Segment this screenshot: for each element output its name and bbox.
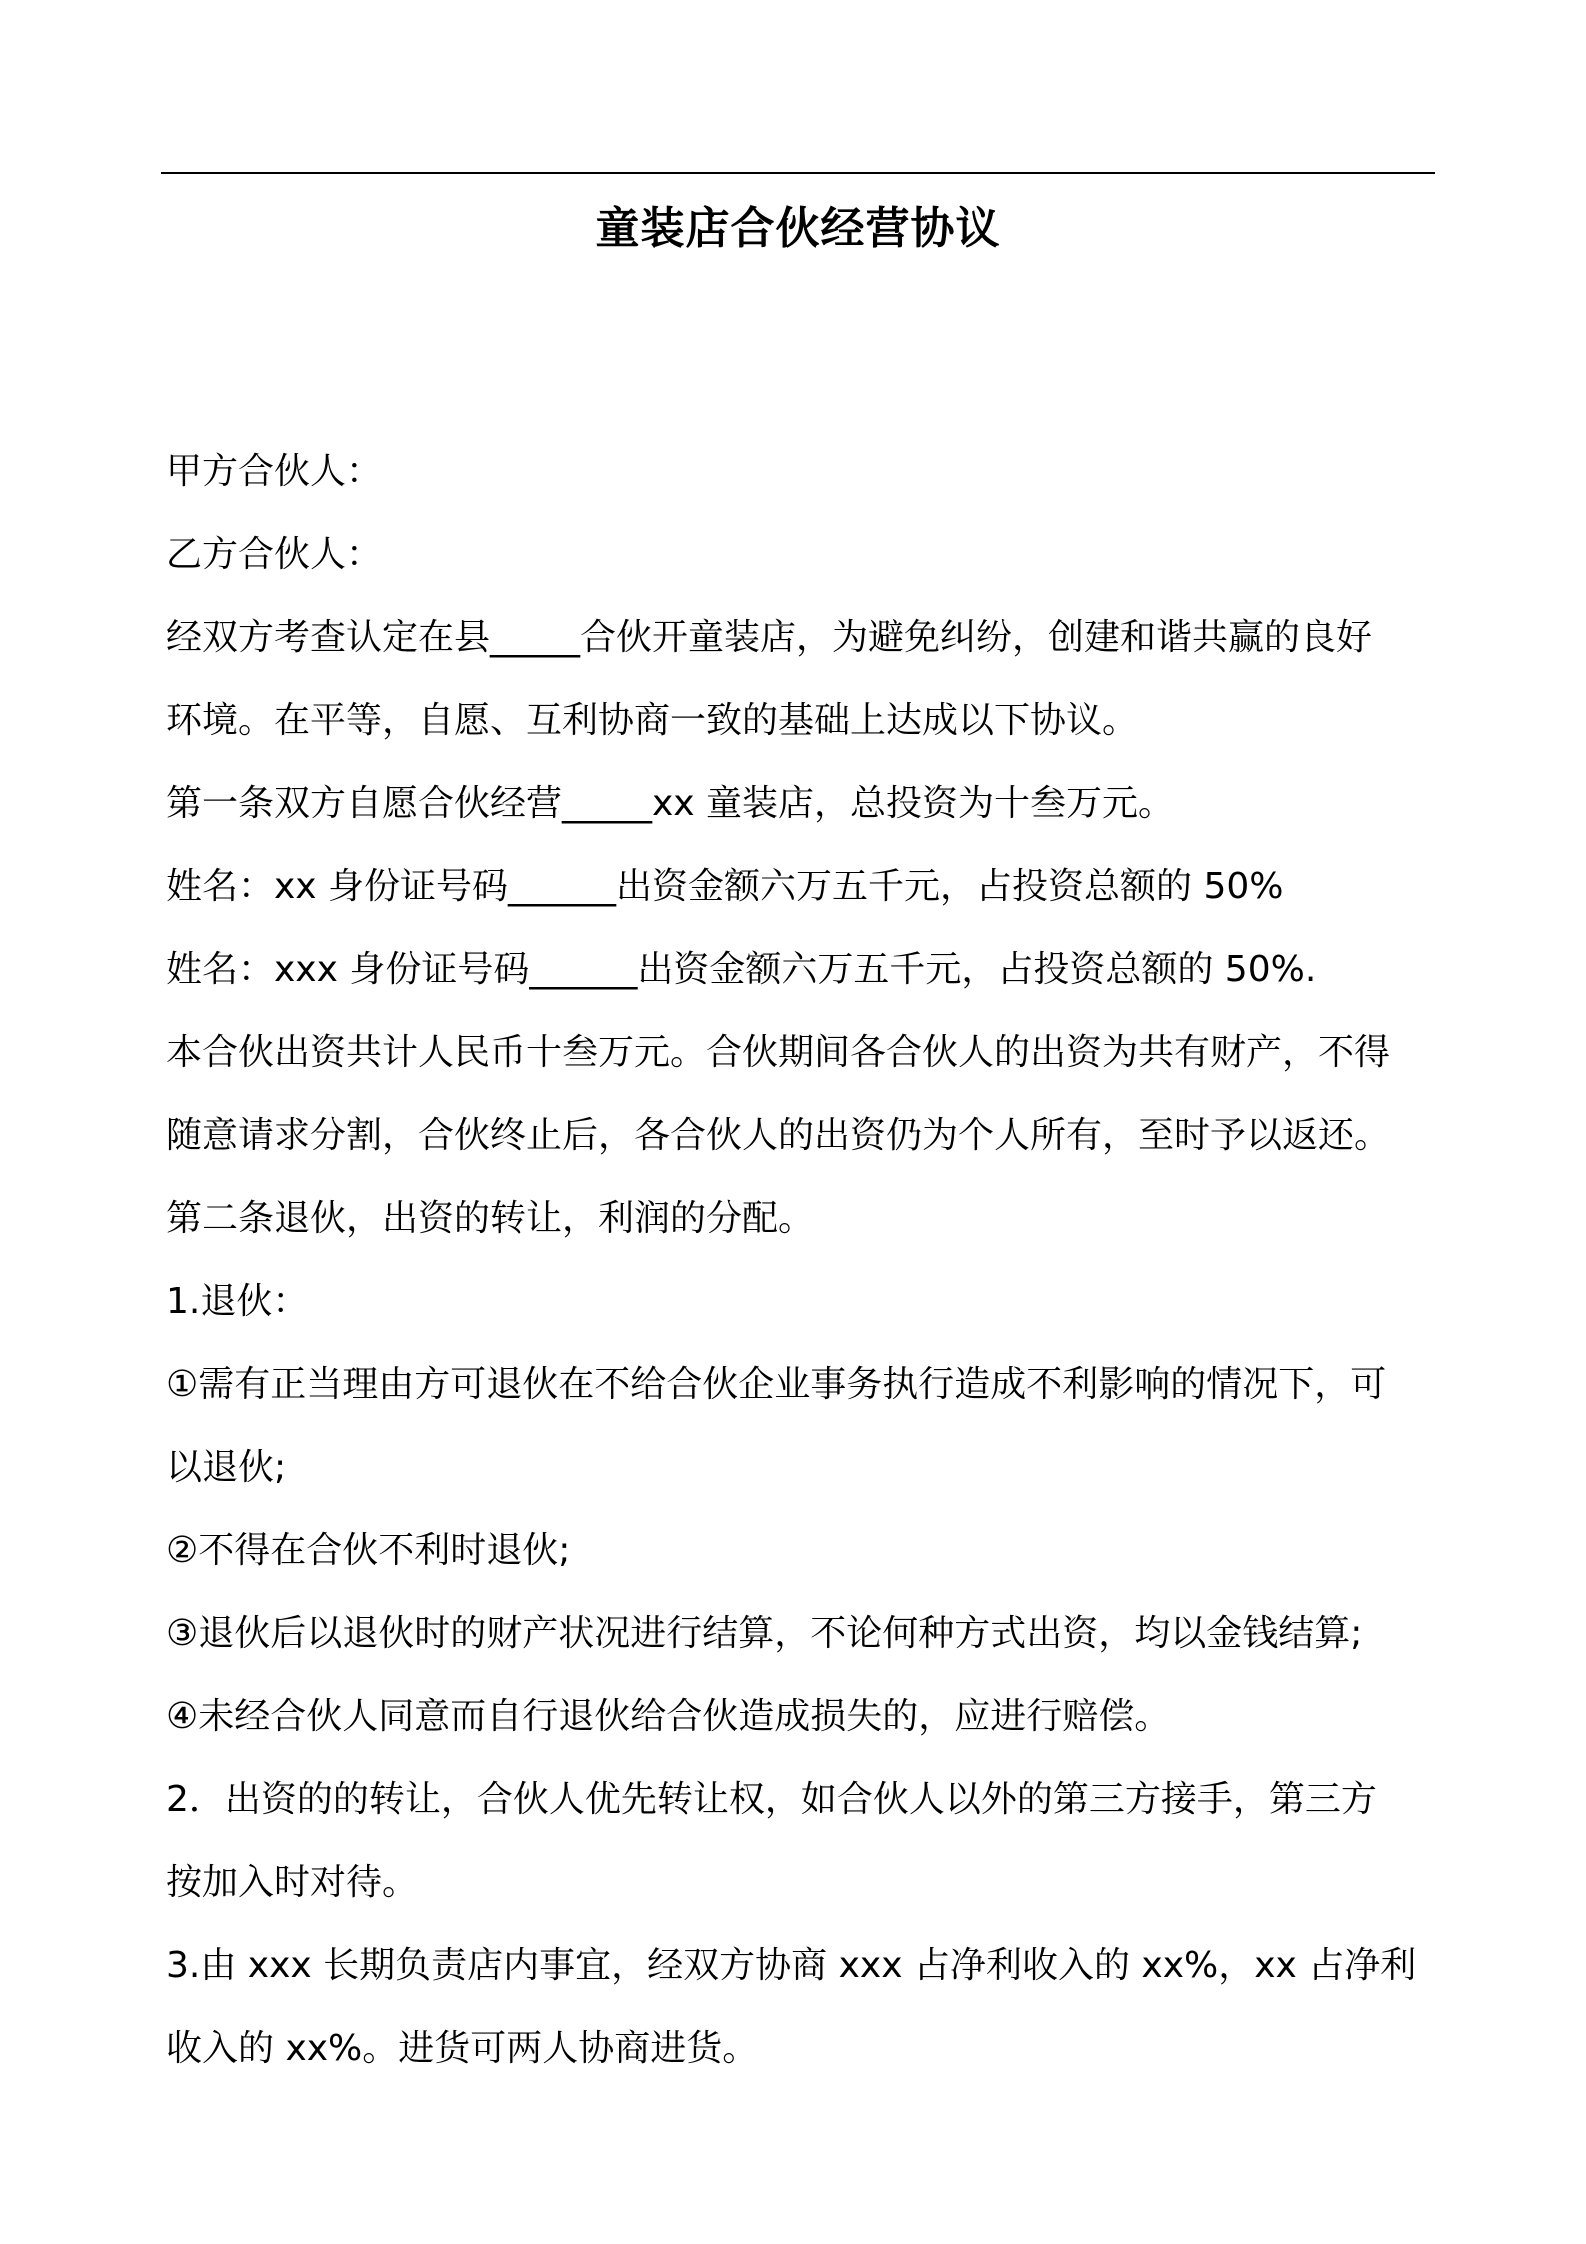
transfer-clause-line-2: 按加入时对待。	[166, 1862, 419, 1903]
preamble-line-2: 环境。在平等，自愿、互利协商一致的基础上达成以下协议。	[166, 700, 1139, 741]
header-rule	[161, 172, 1435, 174]
withdrawal-item-4: ④未经合伙人同意而自行退伙给合伙造成损失的，应进行赔偿。	[166, 1696, 1171, 1737]
profit-clause-line-2: 收入的 xx%。进货可两人协商进货。	[166, 2028, 759, 2069]
withdrawal-item-1-line-1: ①需有正当理由方可退伙在不给合伙企业事务执行造成不利影响的情况下，可	[166, 1364, 1387, 1405]
profit-clause-line-1: 3.由 xxx 长期负责店内事宜，经双方协商 xxx 占净利收入的 xx%，xx 占净利	[166, 1945, 1417, 1986]
partner-2-investment: 姓名：xxx 身份证号码______出资金额六万五千元，占投资总额的 50%.	[166, 949, 1317, 990]
article-1-line: 第一条双方自愿合伙经营_____xx 童装店，总投资为十叁万元。	[166, 783, 1175, 824]
capital-clause-line-2: 随意请求分割，合伙终止后，各合伙人的出资仍为个人所有，至时予以返还。	[166, 1115, 1391, 1156]
article-2-heading: 第二条退伙，出资的转让，利润的分配。	[166, 1198, 815, 1239]
withdrawal-item-2: ②不得在合伙不利时退伙;	[166, 1530, 571, 1571]
capital-clause-line-1: 本合伙出资共计人民币十叁万元。合伙期间各合伙人的出资为共有财产，不得	[166, 1032, 1391, 1073]
withdrawal-item-1-line-2: 以退伙;	[166, 1447, 287, 1488]
document-title: 童装店合伙经营协议	[595, 203, 1001, 254]
withdrawal-heading: 1.退伙：	[166, 1281, 309, 1322]
preamble-line-1: 经双方考查认定在县_____合伙开童装店，为避免纠纷，创建和谐共赢的良好	[166, 617, 1373, 658]
partner-1-investment: 姓名：xx 身份证号码______出资金额六万五千元，占投资总额的 50%	[166, 866, 1284, 907]
agreement-body	[166, 430, 1435, 2090]
transfer-clause-line-1: 2．出资的的转让，合伙人优先转让权，如合伙人以外的第三方接手，第三方	[166, 1779, 1377, 1820]
party-b-line: 乙方合伙人：	[166, 534, 383, 575]
withdrawal-item-3: ③退伙后以退伙时的财产状况进行结算，不论何种方式出资，均以金钱结算;	[166, 1613, 1363, 1654]
party-a-line: 甲方合伙人：	[166, 451, 383, 492]
